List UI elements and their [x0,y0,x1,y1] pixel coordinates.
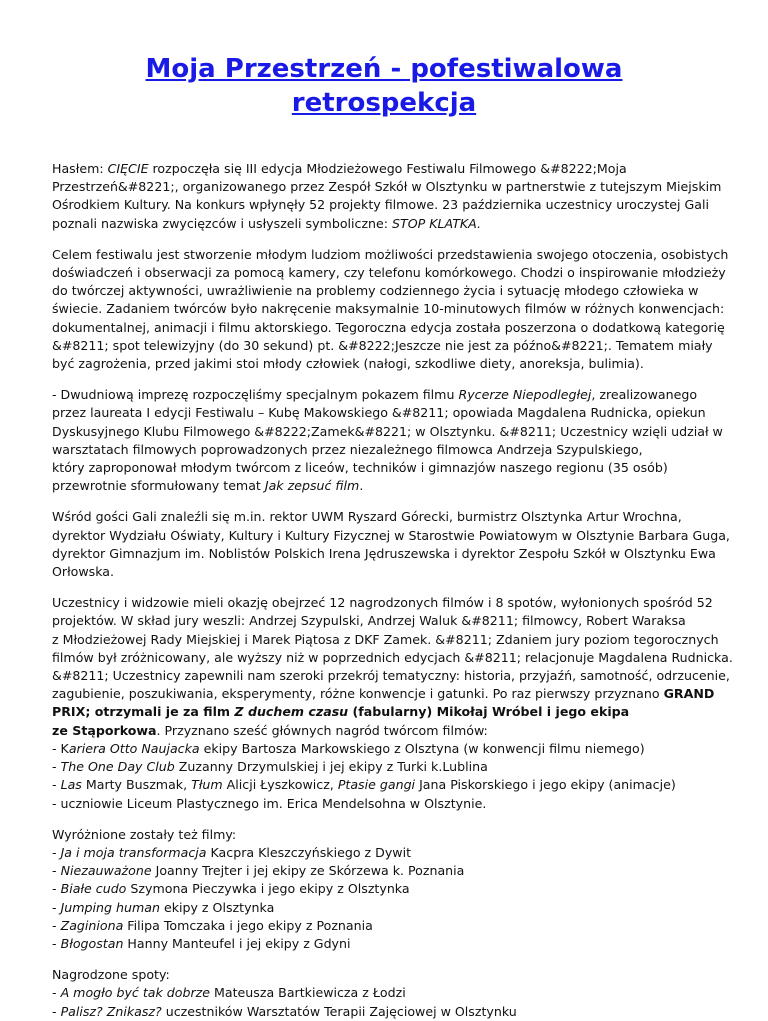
text-line [52,685,716,703]
text-line: Uczestnicy i widzowie mieli okazję obejrzeć 12 nagrodzonych filmów i 8 spotów, wyłonionych spośród 52 [52,595,713,611]
text-line: Wśród gości Gali znaleźli się m.in. rektor UWM Ryszard Górecki, burmistrz Olsztynka Artur Wrochna, [52,509,682,525]
emphasis: ariera Otto Naujacka [68,740,200,756]
paragraph-spots [52,966,716,1021]
list-item [52,776,716,794]
text: Hanny Manteufel i jej ekipy z Gdyni [123,935,351,951]
paragraph-distinctions [52,826,716,953]
bold-emphasis: Z duchem czasu [234,704,349,720]
text: - [52,863,61,879]
text-line [52,160,716,178]
page-title [52,0,716,120]
bold-text: ze Stąporkowa [52,722,157,738]
list-item [52,862,716,880]
emphasis: Ptasie gangi [337,777,416,793]
list-item: - uczniowie Liceum Plastycznego im. Erica Mendelsohna w Olsztynie. [52,795,487,811]
text-line: &#8211; spot telewizyjny (do 30 sekund) pt. &#8222;Jeszcze nie jest za późno&#8221;. Tematem miały [52,337,713,353]
emphasis: Rycerze Niepodległej [458,387,592,403]
emphasis: Jak zepsuć film [264,478,360,494]
list-heading: Wyróżnione zostały też filmy: [52,826,237,842]
text-line: warsztatach filmowych poprowadzonych przez niezależnego filmowca Andrzeja Szypulskiego, [52,441,643,457]
emphasis: Zaginiona [60,917,124,933]
text: uczestników Warsztatów Terapii Zajęciowej w Olsztynku [161,1003,517,1019]
list-item [52,740,716,758]
bold-text: GRAND [663,686,715,702]
text-line: dokumentalnej, animacji i filmu aktorskiego. Tegoroczna edycja została poszerzona o dodatkową kategorię [52,319,725,335]
text: Jana Piskorskiego i jego ekipy (animacje) [415,777,676,793]
text: zagubienie, poszukiwania, eksperymenty, różne konwencje i gatunki. Po raz pierwszy przyznano [52,686,664,702]
emphasis: Niezauważone [60,863,152,879]
text: - Dwudniową imprezę rozpoczęliśmy specjalnym pokazem filmu [52,387,459,403]
text-line: przez laureata I edycji Festiwalu – Kubę Makowskiego &#8211; opowiada Magdalena Rudnicka, opiekun [52,405,706,421]
article-body [52,160,733,1021]
list-item [52,984,716,1002]
text-line: dyrektor Gimnazjum im. Noblistów Polskich Irena Jędruszewska i dyrektor Zespołu Szkół w Olsztynku Ewa [52,545,716,561]
text-line [52,703,716,721]
text: ekipy Bartosza Markowskiego z Olsztyna (w konwencji filmu niemego) [199,740,645,756]
text: - [52,1003,61,1019]
list-heading: Nagrodzone spoty: [52,967,170,983]
title-link[interactable]: Moja Przestrzeń - pofestiwalowa retrospekcja [145,54,623,118]
text: - [52,881,61,897]
list-item [52,935,716,953]
emphasis: Błogostan [60,935,124,951]
emphasis: Jumping human [60,899,160,915]
emphasis: The One Day Club [60,759,175,775]
emphasis: A mogło być tak dobrze [60,985,211,1001]
list-item [52,899,716,917]
text-line: Orłowska. [52,564,115,580]
text: ekipy z Olsztynka [159,899,275,915]
text: Alicji Łyszkowicz, [222,777,338,793]
text-line [52,386,716,404]
text: - [52,844,61,860]
text: . [359,478,364,494]
text-line [52,215,716,233]
emphasis: CIĘCIE [107,161,149,176]
text-line: do twórczej aktywności, uwrażliwienie na problemy codziennego życia i sytuację młodego człowieka w [52,283,699,299]
text-line [52,722,716,740]
text: Szymona Pieczywka i jego ekipy z Olsztynka [126,881,410,897]
emphasis: Białe cudo [60,881,127,897]
text: - [52,899,61,915]
bold-text: (fabularny) Mikołaj Wróbel i jego ekipa [348,704,630,720]
text-line: który zaproponował młodym twórcom z liceów, techników i gimnazjów naszego regionu (35 osób) [52,460,668,476]
list-item [52,1003,716,1021]
paragraph-intro [52,160,722,233]
text-line: doświadczeń i obserwacji za pomocą kamery, czy telefonu komórkowego. Chodzi o inspirowanie młodzieży [52,265,726,281]
paragraph-awards [52,594,733,812]
text: Joanny Trejter i jej ekipy ze Skórzewa k. Poznania [151,863,465,879]
text: - [52,777,61,793]
text: Kacpra Kleszczyńskiego z Dywit [206,844,412,860]
emphasis: Ja i moja transformacja [60,844,207,860]
text-line: świecie. Zadaniem twórców było nakręcenie maksymalnie 10-minutowych filmów w różnych konwencjach: [52,301,725,317]
text-line [52,477,716,495]
list-item [52,917,716,935]
text-line: być zagrożenia, przed jakimi stoi młody człowiek (nałogi, szkodliwe diety, anoreksja, bulimia). [52,356,644,372]
paragraph-opening [52,386,723,495]
text-line: Przestrzeń&#8221;, organizowanego przez Zespół Szkół w Olsztynku w partnerstwie z tutejszym Miejskim [52,179,722,195]
text-line: projektów. W skład jury weszli: Andrzej Szypulski, Andrzej Waluk &#8211; filmowcy, Robert Waraksa [52,613,686,629]
text: Zuzanny Drzymulskiej i jej ekipy z Turki k.Lublina [174,759,488,775]
text: Mateusza Bartkiewicza z Łodzi [210,985,406,1001]
paragraph-goal [52,246,729,373]
text-line: Dyskusyjnego Klubu Filmowego &#8222;Zamek&#8221; w Olsztynku. &#8211; Uczestnicy wzięli udział w [52,423,723,439]
bold-text: PRIX; otrzymali je za film [52,704,235,720]
list-item [52,758,716,776]
text-line: Celem festiwalu jest stworzenie młodym ludziom możliwości przedstawienia swojego otoczenia, osobistych [52,246,729,262]
text-line: z Młodzieżowej Rady Miejskiej i Marek Piątosa z DKF Zamek. &#8211; Zdaniem jury poziom tegorocznych [52,631,719,647]
paragraph-guests [52,508,730,581]
text: Marty Buszmak, [81,777,192,793]
text: - [52,759,61,775]
text-line: Ośrodkiem Kultury. Na konkurs wpłynęły 52 projekty filmowe. 23 października uczestnicy uroczystej Gali [52,197,710,213]
list-item [52,844,716,862]
emphasis: Las [60,777,82,793]
text: przewrotnie sformułowany temat [52,478,265,494]
text: , zrealizowanego [591,387,698,403]
text: - [52,985,61,1001]
text-line: filmów był zróżnicowany, ale wyższy niż w poprzednich edycjach &#8211; relacjonuje Magdalena Rudnicka. [52,649,733,665]
text-line: &#8211; Uczestnicy zapewnili nam szeroki przekrój tematyczny: historia, przyjaźń, samotność, odrzucenie, [52,668,730,684]
list-item [52,880,716,898]
text: . Przyznano sześć głównych nagród twórcom filmów: [156,722,488,738]
text: - [52,935,61,951]
text: - K [52,740,69,756]
text-line: dyrektor Wydziału Oświaty, Kultury i Kultury Fizycznej w Starostwie Powiatowym w Olsztynie Barbara Guga, [52,527,730,543]
emphasis: STOP KLATKA. [392,215,482,231]
emphasis: Palisz? Znikasz? [60,1003,162,1019]
emphasis: Tłum [191,777,223,793]
text: rozpoczęła się III edycja Młodzieżowego Festiwalu Filmowego &#8222;Moja [148,161,627,176]
text: Filipa Tomczaka i jego ekipy z Poznania [123,917,373,933]
text: - [52,917,61,933]
text: Hasłem: [52,161,108,176]
text: poznali nazwiska zwycięzców i usłyszeli symboliczne: [52,215,393,231]
